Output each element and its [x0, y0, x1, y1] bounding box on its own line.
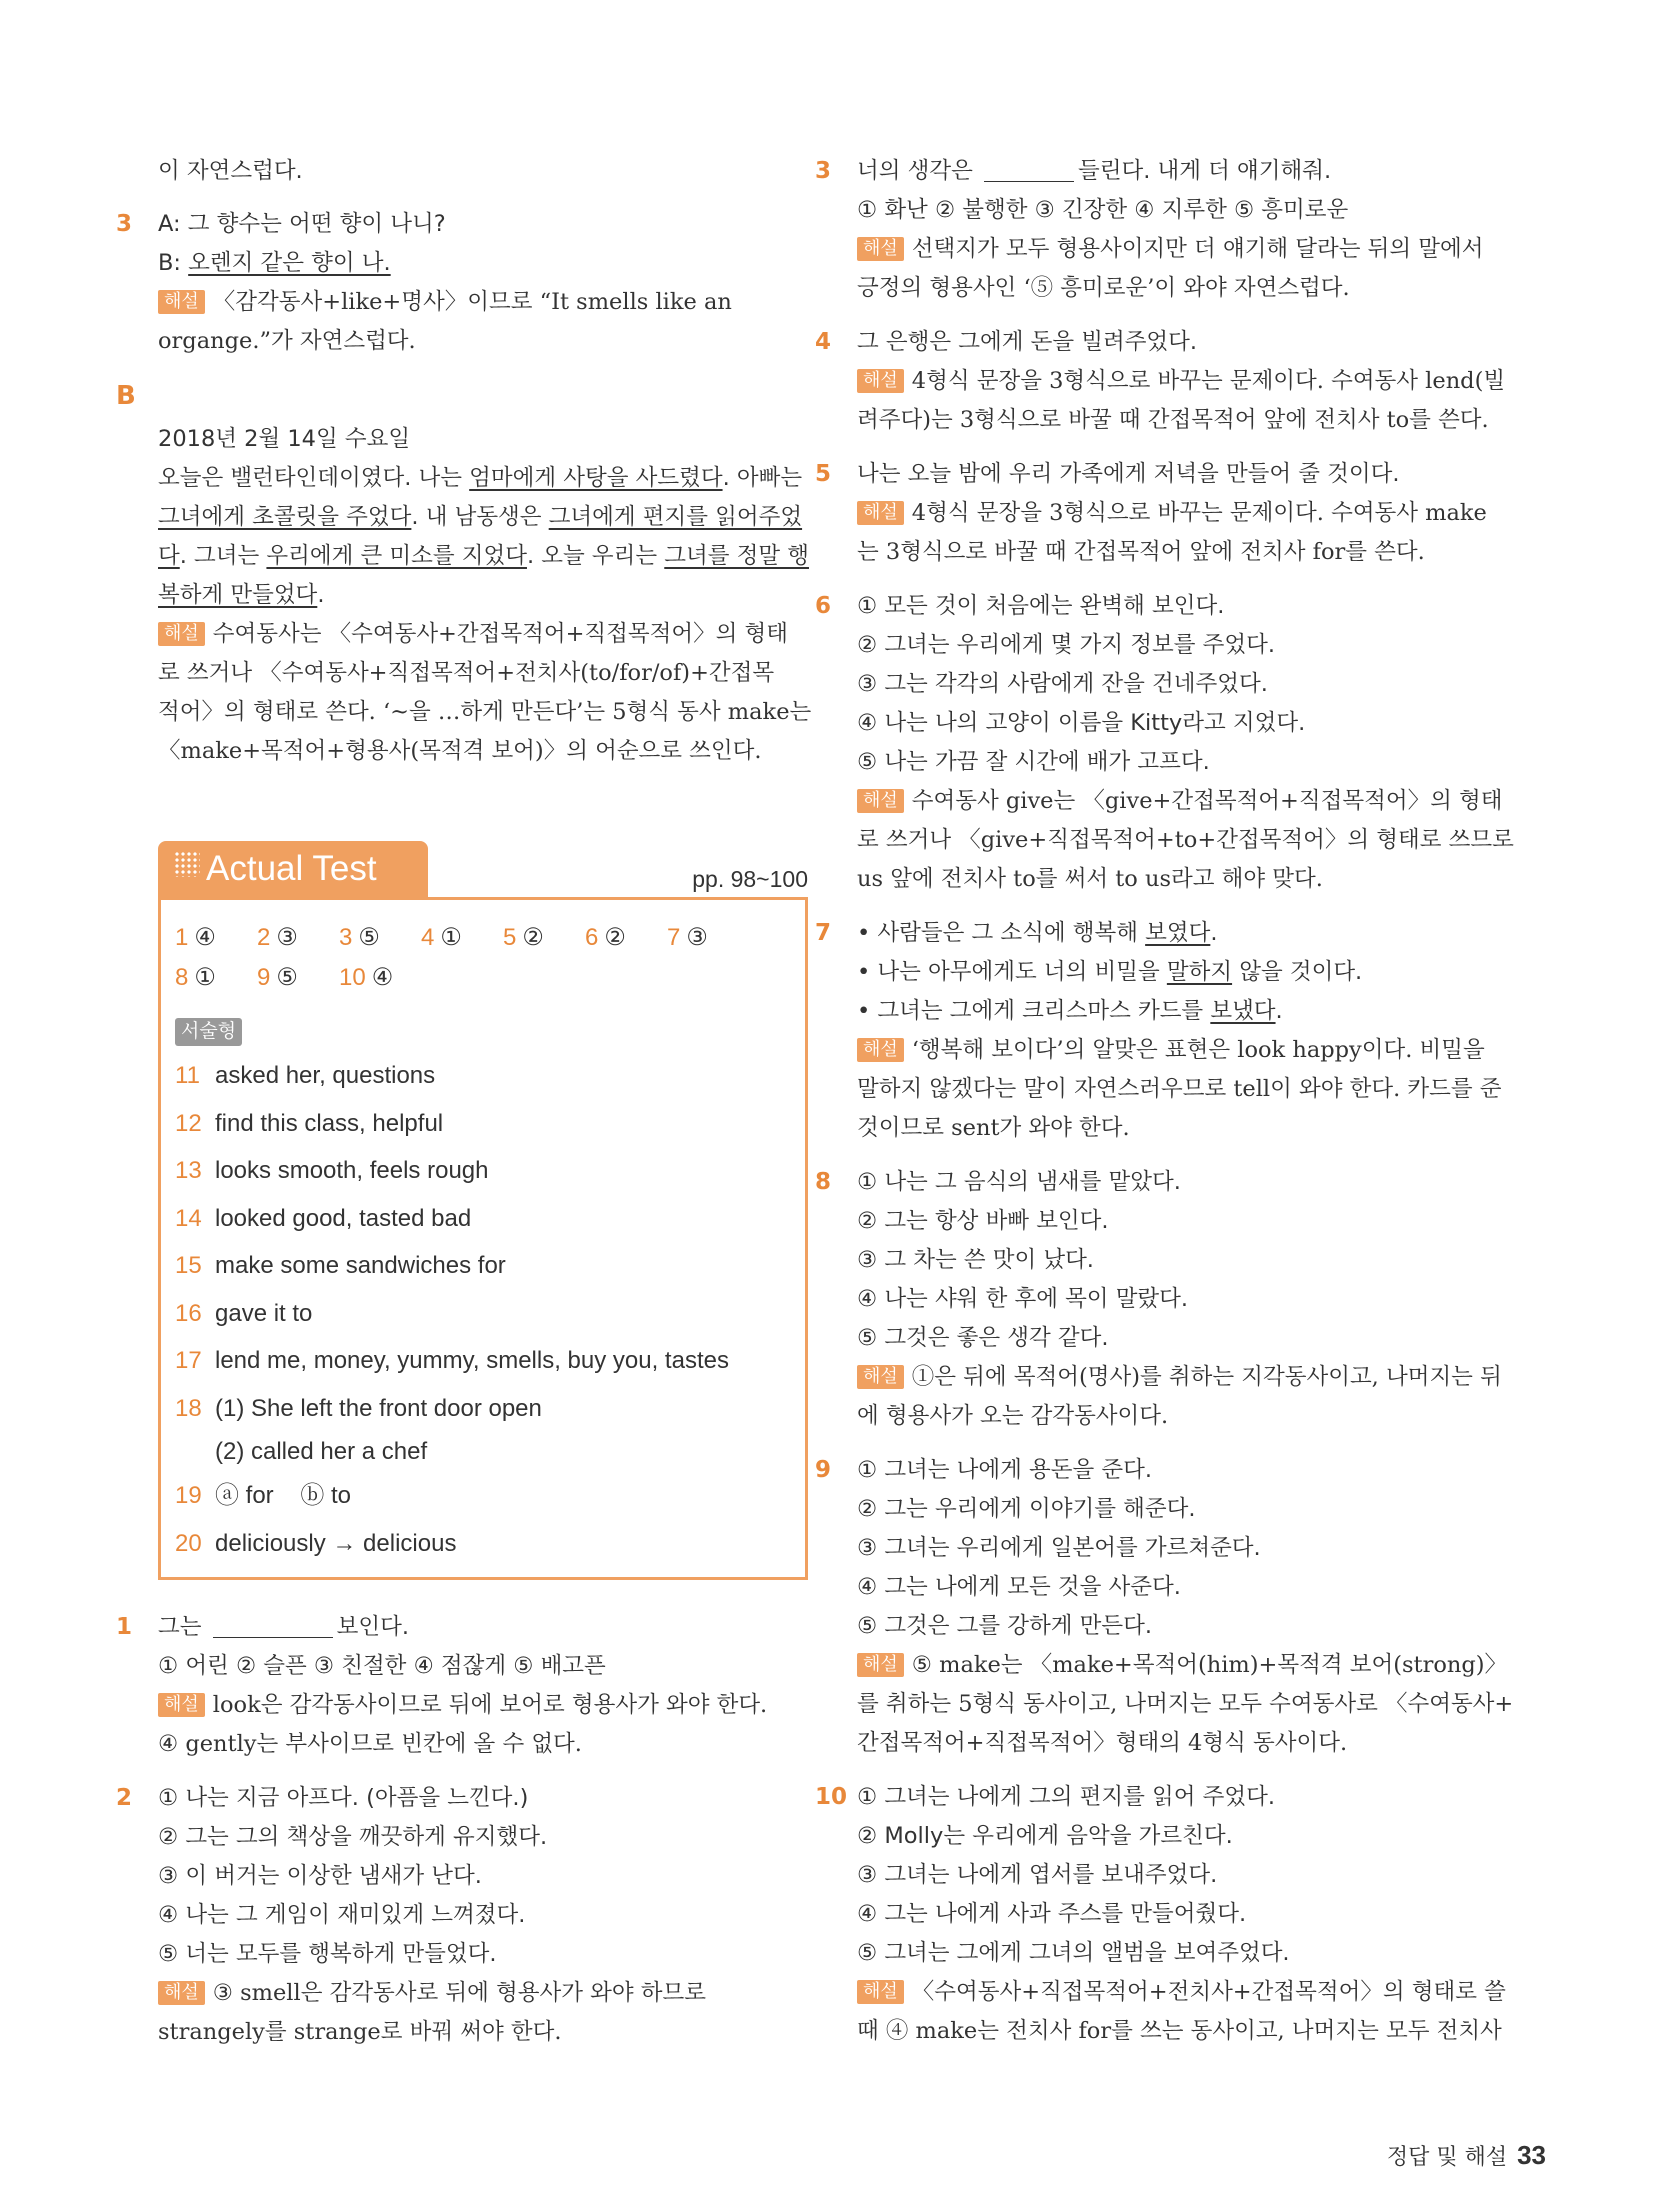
- answer-item: [175, 918, 257, 958]
- q10-line-3: ③ 그녀는 나에게 엽서를 보내주었다.: [857, 1862, 1218, 1888]
- diary-date: 2018년 2월 14일 수요일: [158, 426, 411, 452]
- diary-underline: 다: [158, 543, 180, 569]
- test-q1: [116, 1608, 808, 1764]
- q4-explanation-1: [857, 362, 1517, 401]
- written-answer: [175, 1520, 791, 1568]
- q3-exp1-text: 〈감각동사+like+명사〉이므로 “It smells like an: [212, 289, 732, 315]
- test-q9: [815, 1451, 1517, 1763]
- q3-b-text: 오렌지 같은 향이 나.: [188, 250, 391, 276]
- answer-number: 8: [175, 964, 189, 991]
- answer-item: [339, 918, 421, 958]
- q7-explanation-2: 말하지 않겠다는 말이 자연스러우므로 tell이 와야 한다. 카드를 준: [857, 1076, 1502, 1102]
- answer-choice: ⑤: [276, 964, 298, 991]
- answer-number: 13: [175, 1157, 202, 1184]
- q8-line-2: ② 그는 항상 바빠 보인다.: [857, 1208, 1109, 1234]
- q7-underline: 보냈다: [1210, 998, 1276, 1024]
- q4-exp1-text: 4형식 문장을 3형식으로 바꾸는 문제이다. 수여동사 lend(빌: [911, 368, 1506, 394]
- written-answer: [175, 1195, 791, 1243]
- answer-number: 6: [585, 924, 599, 951]
- q1-explanation-1: [158, 1686, 808, 1725]
- q5-stem: 나는 오늘 밤에 우리 가족에게 저녁을 만들어 줄 것이다.: [857, 461, 1400, 487]
- answer-item: [257, 958, 339, 998]
- answer-number: 19: [175, 1482, 202, 1509]
- diary-underline: 그녀에게 초콜릿을 주었다: [158, 504, 412, 530]
- actual-test-title: Actual Test: [206, 849, 377, 888]
- diary-underline: 우리에게 큰 미소를 지었다: [266, 543, 527, 569]
- answer-number: 2: [257, 924, 271, 951]
- question-number: 5: [815, 461, 832, 487]
- answer-item: [503, 918, 585, 958]
- diary-underline: 복하게 만들었다: [158, 582, 318, 608]
- q8-line-4: ④ 나는 샤워 한 후에 목이 말랐다.: [857, 1286, 1189, 1312]
- q6-line-2: ② 그녀는 우리에게 몇 가지 정보를 주었다.: [857, 632, 1275, 658]
- answer-item: [421, 918, 503, 958]
- written-answer: [175, 1100, 791, 1148]
- intro-line: 이 자연스럽다.: [158, 158, 303, 184]
- q9-explanation-3: 간접목적어+직접목적어〉형태의 4형식 동사이다.: [857, 1730, 1348, 1756]
- q3-b-prefix: B:: [158, 250, 189, 276]
- answer-number: 17: [175, 1347, 202, 1374]
- answer-text: find this class, helpful: [215, 1109, 444, 1137]
- written-answers-2: [175, 1472, 791, 1567]
- page-footer: [1387, 2140, 1546, 2171]
- answer-number: 12: [175, 1109, 202, 1137]
- explanation-tag: 해설: [158, 622, 205, 646]
- q1-exp1-text: look은 감각동사이므로 뒤에 보어로 형용사가 와야 한다.: [212, 1692, 768, 1718]
- page-number: 33: [1517, 2140, 1546, 2170]
- answer-number: 15: [175, 1252, 202, 1279]
- section-b: [158, 420, 812, 771]
- actual-test-pages: pp. 98~100: [692, 866, 808, 892]
- q7-explanation-3: 것이므로 sent가 와야 한다.: [857, 1115, 1130, 1141]
- question-number: 2: [116, 1785, 133, 1811]
- answer-item: [257, 918, 339, 958]
- answer-text: looks smooth, feels rough: [215, 1157, 489, 1184]
- answer-number: 18: [175, 1394, 202, 1422]
- q2-line-4: ④ 나는 그 게임이 재미있게 느껴졌다.: [158, 1902, 526, 1928]
- written-answer: [175, 1147, 791, 1195]
- actual-test-header: [158, 841, 808, 897]
- answer-blank: [984, 155, 1074, 182]
- diary-line-3: [158, 537, 808, 576]
- test-q6: [815, 587, 1517, 899]
- secb-explanation-1: [158, 615, 808, 654]
- test-q8: [815, 1163, 1517, 1436]
- q1-explanation-2: ④ gently는 부사이므로 빈칸에 올 수 없다.: [158, 1731, 582, 1757]
- q8-line-3: ③ 그 차는 쓴 맛이 났다.: [857, 1247, 1094, 1273]
- answer-choice: ④: [194, 924, 216, 951]
- footer-label: 정답 및 해설: [1386, 2145, 1508, 2170]
- q6-line-1: ① 모든 것이 처음에는 완벽해 보인다.: [857, 593, 1225, 619]
- explanation-tag: 해설: [857, 1653, 904, 1677]
- q2-line-2: ② 그는 그의 책상을 깨끗하게 유지했다.: [158, 1824, 548, 1850]
- q3r-explanation-2: 긍정의 형용사인 ‘⑤ 흥미로운’이 와야 자연스럽다.: [857, 275, 1350, 301]
- question-number: 3: [116, 211, 133, 237]
- answer-row-2: [175, 958, 791, 998]
- left-column: [116, 152, 812, 2067]
- answer-choice: ①: [440, 924, 462, 951]
- q3-line-b: [158, 244, 808, 283]
- answer-text: (1) She left the front door open: [215, 1394, 542, 1422]
- test-q4: [815, 323, 1517, 440]
- written-answers: [175, 1052, 791, 1432]
- answer-text: lend me, money, yummy, smells, buy you, tastes: [215, 1347, 729, 1374]
- answer-number: 10: [339, 964, 366, 991]
- q3-explanation-2: organge.”가 자연스럽다.: [158, 328, 416, 354]
- answer-key-box: [158, 897, 808, 1580]
- q7-explanation-1: [857, 1031, 1517, 1070]
- q10-line-1: ① 그녀는 나에게 그의 편지를 읽어 주었다.: [857, 1784, 1275, 1810]
- q9-line-2: ② 그는 우리에게 이야기를 해준다.: [857, 1496, 1196, 1522]
- q7-bullet-1: [857, 914, 1517, 953]
- answer-row-1: [175, 918, 791, 958]
- q6-exp1-text: 수여동사 give는 〈give+간접목적어+직접목적어〉의 형태: [911, 788, 1503, 814]
- answer-choice: ①: [194, 964, 216, 991]
- q3-stem: [857, 152, 1517, 191]
- q3r-exp1-text: 선택지가 모두 형용사이지만 더 얘기해 달라는 뒤의 말에서: [911, 236, 1484, 262]
- diary-text: . 그녀는: [179, 543, 267, 569]
- q2-explanation-2: strangely를 strange로 바꿔 써야 한다.: [158, 2019, 562, 2045]
- q6-explanation-1: [857, 782, 1517, 821]
- secb-explanation-4: 〈make+목적어+형용사(목적격 보어)〉의 어순으로 쓰인다.: [158, 738, 762, 764]
- q7-text: • 사람들은 그 소식에 행복해: [857, 920, 1146, 946]
- secb-explanation-3: 적어〉의 형태로 쓴다. ‘~을 …하게 만든다’는 5형식 동사 make는: [158, 699, 812, 725]
- q8-explanation-1: [857, 1358, 1517, 1397]
- question-number: 8: [815, 1169, 832, 1195]
- q4-explanation-2: 려주다)는 3형식으로 바꿀 때 간접목적어 앞에 전치사 to를 쓴다.: [857, 407, 1489, 433]
- diary-line-2: [158, 498, 808, 537]
- q10-explanation-1: [857, 1973, 1517, 2012]
- answer-number: 7: [667, 924, 681, 951]
- answer-blank: [213, 1611, 333, 1638]
- q7-underline: 보였다: [1145, 920, 1211, 946]
- answer-number: 16: [175, 1299, 202, 1327]
- diary-underline: 그녀를 정말 행: [664, 543, 809, 569]
- written-answer: [175, 1052, 791, 1100]
- answer-number: 4: [421, 924, 435, 951]
- q3-stem-b: 들린다. 내게 더 얘기해줘.: [1077, 158, 1332, 184]
- q1-choices: ① 어린 ② 슬픈 ③ 친절한 ④ 점잖게 ⑤ 배고픈: [158, 1653, 606, 1679]
- question-number: 7: [815, 920, 832, 946]
- answer-number: 11: [175, 1062, 200, 1089]
- q4-stem: 그 은행은 그에게 돈을 빌려주었다.: [857, 329, 1198, 355]
- answer-choice: ②: [522, 924, 544, 951]
- test-q10: [815, 1778, 1517, 2051]
- explanation-tag: 해설: [158, 290, 205, 314]
- diary-underline: 엄마에게 사탕을 사드렸다: [469, 465, 723, 491]
- q10-exp1-text: 〈수여동사+직접목적어+전치사+간접목적어〉의 형태로 쓸: [911, 1979, 1506, 2005]
- diary-line-4: [158, 576, 808, 615]
- q8-line-5: ⑤ 그것은 좋은 생각 같다.: [857, 1325, 1109, 1351]
- written-answer: [175, 1472, 791, 1520]
- answer-item: [175, 958, 257, 998]
- q9-explanation-2: 를 취하는 5형식 동사이고, 나머지는 모두 수여동사로 〈수여동사+: [857, 1691, 1514, 1717]
- q9-line-3: ③ 그녀는 우리에게 일본어를 가르쳐준다.: [857, 1535, 1261, 1561]
- q7-text: .: [1275, 998, 1283, 1024]
- diary-text: .: [317, 582, 325, 608]
- answer-item: [667, 918, 749, 958]
- explanation-tag: 해설: [857, 1365, 904, 1389]
- answer-choice: ③: [686, 924, 708, 951]
- q3-explanation-1: [158, 283, 808, 322]
- q7-text: .: [1210, 920, 1218, 946]
- answer-choice: ②: [604, 924, 626, 951]
- answer-number: 14: [175, 1204, 202, 1232]
- q2-exp1-text: ③ smell은 감각동사로 뒤에 형용사가 와야 하므로: [212, 1980, 706, 2006]
- test-q2: [116, 1779, 808, 2052]
- diary-text: 오늘은 밸런타인데이였다. 나는: [158, 465, 470, 491]
- q10-line-2: ② Molly는 우리에게 음악을 가르친다.: [857, 1823, 1233, 1849]
- answer-choice: ③: [276, 924, 298, 951]
- q10-line-5: ⑤ 그녀는 그에게 그녀의 앨범을 보여주었다.: [857, 1940, 1290, 1966]
- diary-text: . 내 남동생은: [411, 504, 549, 530]
- q5-explanation-2: 는 3형식으로 바꿀 때 간접목적어 앞에 전치사 for를 쓴다.: [857, 539, 1425, 565]
- written-answer-18-part2: (2) called her a chef: [215, 1438, 428, 1465]
- explanation-tag: 해설: [857, 1038, 904, 1062]
- answer-choice: ④: [371, 964, 394, 991]
- q8-explanation-2: 에 형용사가 오는 감각동사이다.: [857, 1403, 1169, 1429]
- q9-explanation-1: [857, 1646, 1517, 1685]
- question-number: 3: [815, 158, 832, 184]
- answer-item: [585, 918, 667, 958]
- q6-line-4: ④ 나는 나의 고양이 이름을 Kitty라고 지었다.: [857, 710, 1306, 736]
- q9-line-5: ⑤ 그것은 그를 강하게 만든다.: [857, 1613, 1153, 1639]
- explanation-tag: 해설: [857, 1980, 904, 2004]
- question-number: 1: [116, 1614, 133, 1640]
- written-answer: [175, 1242, 791, 1290]
- q3r-explanation-1: [857, 230, 1517, 269]
- diary-underline: 그녀에게 편지를 읽어주었: [548, 504, 803, 530]
- answer-text: gave it to: [215, 1299, 313, 1327]
- answer-text: deliciously → delicious: [215, 1529, 457, 1557]
- q7-exp1-text: ‘행복해 보이다’의 알맞은 표현은 look happy이다. 비밀을: [911, 1037, 1485, 1063]
- q2-line-1: ① 나는 지금 아프다. (아픔을 느낀다.): [158, 1785, 529, 1811]
- q6-line-5: ⑤ 나는 가끔 잘 시간에 배가 고프다.: [857, 749, 1210, 775]
- answer-choice: ⑤: [358, 924, 380, 951]
- q7-bullet-3: [857, 992, 1517, 1031]
- test-q3: [815, 152, 1517, 308]
- question-number: 9: [815, 1457, 832, 1483]
- question-number: 4: [815, 329, 832, 355]
- answer-number: 9: [257, 964, 271, 991]
- section-a-q3: [116, 205, 808, 361]
- q5-exp1-text: 4형식 문장을 3형식으로 바꾸는 문제이다. 수여동사 make: [911, 500, 1487, 526]
- q2-line-3: ③ 이 버거는 이상한 냄새가 난다.: [158, 1863, 482, 1889]
- q9-line-4: ④ 그는 나에게 모든 것을 사준다.: [857, 1574, 1181, 1600]
- q10-explanation-2: 때 ④ make는 전치사 for를 쓰는 동사이고, 나머지는 모두 전치사: [857, 2018, 1502, 2044]
- explanation-tag: 해설: [158, 1693, 205, 1717]
- q1-stem: [158, 1608, 808, 1647]
- q3-line-a: A: 그 향수는 어떤 향이 나니?: [158, 211, 446, 237]
- explanation-tag: 해설: [158, 1981, 205, 2005]
- q3-stem-a: 너의 생각은: [857, 158, 980, 184]
- dots-icon: [174, 851, 200, 877]
- explanation-tag: 해설: [857, 789, 904, 813]
- test-q5: [815, 455, 1517, 572]
- q1-stem-b: 보인다.: [336, 1614, 409, 1640]
- q3-choices: ① 화난 ② 불행한 ③ 긴장한 ④ 지루한 ⑤ 흥미로운: [857, 197, 1349, 223]
- actual-test-tab: [158, 841, 428, 897]
- q6-explanation-3: us 앞에 전치사 to를 써서 to us라고 해야 맞다.: [857, 866, 1323, 892]
- q7-text: 않을 것이다.: [1232, 959, 1363, 985]
- q9-exp1-text: ⑤ make는 〈make+목적어(him)+목적격 보어(strong)〉: [911, 1652, 1508, 1678]
- q9-line-1: ① 그녀는 나에게 용돈을 준다.: [857, 1457, 1153, 1483]
- answer-number: 3: [339, 924, 353, 951]
- diary-line-1: [158, 459, 808, 498]
- test-q7: [815, 914, 1517, 1148]
- q7-text: • 그녀는 그에게 크리스마스 카드를: [857, 998, 1211, 1024]
- explanation-tag: 해설: [857, 501, 904, 525]
- answer-text: looked good, tasted bad: [215, 1204, 472, 1232]
- answer-number: 5: [503, 924, 517, 951]
- written-answer: [175, 1385, 791, 1433]
- answer-text: asked her, questions: [215, 1062, 436, 1089]
- q2-explanation-1: [158, 1974, 808, 2013]
- q8-exp1-text: ①은 뒤에 목적어(명사)를 취하는 지각동사이고, 나머지는 뒤: [911, 1364, 1502, 1390]
- q6-explanation-2: 로 쓰거나 〈give+직접목적어+to+간접목적어〉의 형태로 쓰므로: [857, 827, 1514, 853]
- secb-exp1-text: 수여동사는 〈수여동사+간접목적어+직접목적어〉의 형태: [212, 621, 788, 647]
- right-column: [815, 152, 1517, 2066]
- q7-text: • 나는 아무에게도 너의 비밀을: [857, 959, 1167, 985]
- q5-explanation-1: [857, 494, 1517, 533]
- q1-stem-a: 그는: [158, 1614, 209, 1640]
- answer-text: make some sandwiches for: [215, 1252, 506, 1279]
- diary-text: . 아빠는: [722, 465, 803, 491]
- answer-text: ⓐ for ⓑ to: [215, 1482, 352, 1509]
- answer-item: [339, 958, 421, 998]
- subjective-label: 서술형: [175, 1018, 242, 1046]
- q8-line-1: ① 나는 그 음식의 냄새를 맡았다.: [857, 1169, 1181, 1195]
- q2-line-5: ⑤ 너는 모두를 행복하게 만들었다.: [158, 1941, 497, 1967]
- explanation-tag: 해설: [857, 237, 904, 261]
- answer-number: 1: [175, 924, 189, 951]
- q7-underline: 말하지: [1166, 959, 1233, 985]
- answer-number: 20: [175, 1529, 202, 1557]
- secb-explanation-2: 로 쓰거나 〈수여동사+직접목적어+전치사(to/for/of)+간접목: [158, 660, 775, 686]
- q7-bullet-2: [857, 953, 1517, 992]
- explanation-tag: 해설: [857, 369, 904, 393]
- question-number: 10: [815, 1784, 848, 1810]
- written-answer: [175, 1290, 791, 1338]
- diary-text: . 오늘 우리는: [526, 543, 665, 569]
- section-b-label: B: [116, 381, 136, 411]
- question-number: 6: [815, 593, 832, 619]
- written-answer: [175, 1337, 791, 1385]
- q10-line-4: ④ 그는 나에게 사과 주스를 만들어줬다.: [857, 1901, 1247, 1927]
- q6-line-3: ③ 그는 각각의 사람에게 잔을 건네주었다.: [857, 671, 1268, 697]
